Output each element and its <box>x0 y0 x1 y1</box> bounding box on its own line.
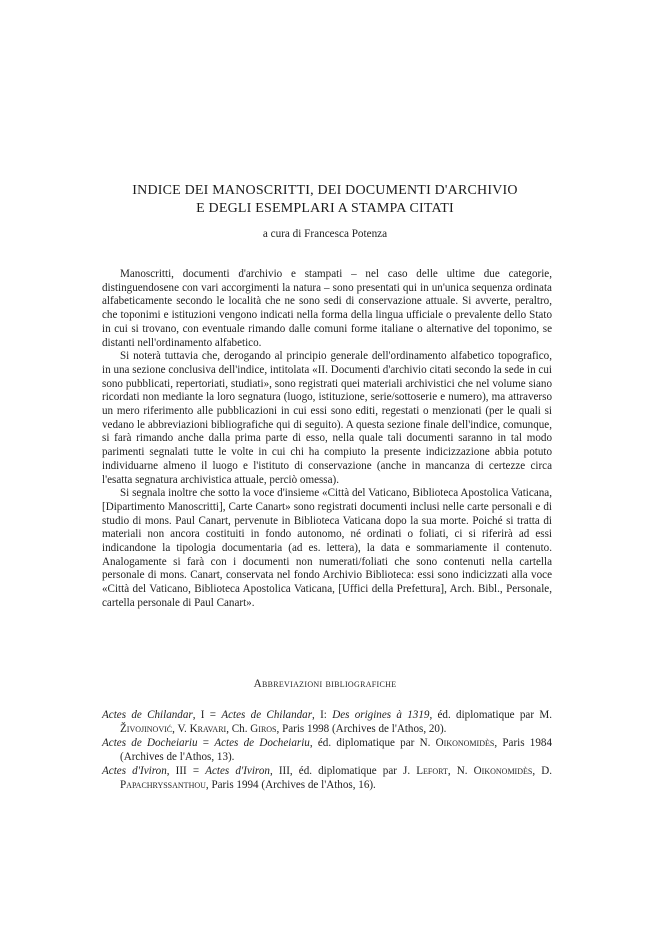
bibliography-heading: Abbreviazioni bibliografiche <box>253 678 397 690</box>
entry-text: , éd. diplomatique par M. <box>429 709 552 721</box>
entry-text: , N. <box>447 764 474 777</box>
entry-title: Actes de Docheiariu <box>214 736 310 749</box>
entry-author: Oikonomidès <box>435 736 495 749</box>
entry-author: Giros <box>250 722 277 735</box>
entry-short-title: Actes d'Iviron <box>102 764 167 777</box>
entry-short-title: Actes de Docheiariu <box>102 736 198 749</box>
entry-text: , Ch. <box>226 722 251 735</box>
entry-short-title: Actes de Chilandar <box>102 709 193 721</box>
bibliography-list <box>102 709 552 793</box>
entry-text: , III = <box>166 764 206 777</box>
bibliography-entry <box>102 737 552 764</box>
entry-text: , éd. diplomatique par N. <box>309 736 436 749</box>
entry-text: , Paris 1994 (Archives de l'Athos, 16). <box>205 778 376 791</box>
intro-paragraph-2: Si noterà tuttavia che, derogando al principio generale dell'ordinamento alfabetico topografico, in una sezione conclusiva dell'indice, intitolata «II. Documenti d'archivio citati secondo la sede in cui sono pubblicati, repertoriati, studiati», sono registrati quei materiali archivistici che nel volume siano ricordati non mediante la loro segnatura (luogo, istituzione, serie/sottoserie e numero), ma attraverso un mero riferimento alle pubblicazioni in cui essi sono editi, regestati o menzionati (per le quali si vedano le abbreviazioni bibliografiche qui di seguito). A questa sezione finale dell'indice, comunque, si farà rimando anche dalla prima parte di esso, nella quale tali documenti saranno in tal modo parimenti segnalati tutte le volte in cui chi ha compiuto la presente indicizzazione abbia potuto individuarne almeno il luogo e l'istituto di conservazione (anche in mancanza di certezze circa l'esatta segnatura archivistica attuale, perciò omessa). <box>102 350 552 486</box>
entry-author: Lefort <box>416 764 448 777</box>
entry-title: Actes d'Iviron <box>205 764 270 777</box>
index-title-line-2: E DEGLI ESEMPLARI A STAMPA CITATI <box>196 201 454 216</box>
entry-text: = <box>197 736 215 749</box>
entry-author: Oikonomidès <box>473 764 533 777</box>
entry-text: , Paris 1984 (Archives de l'Athos, 13). <box>120 736 552 763</box>
entry-text: , Paris 1998 (Archives de l'Athos, 20). <box>276 722 447 735</box>
entry-subtitle: Des origines à 1319 <box>332 709 430 721</box>
entry-text: , I: <box>312 709 333 721</box>
entry-author: Živojinović <box>120 722 173 735</box>
introduction-text <box>102 268 552 611</box>
curator-line: a cura di Francesca Potenza <box>262 228 388 240</box>
entry-text: , D. <box>532 764 553 777</box>
entry-text: , I = <box>192 709 222 721</box>
bibliography-entry <box>102 709 552 736</box>
intro-paragraph-1: Manoscritti, documenti d'archivio e stampati – nel caso delle ultime due categorie, distinguendosene con vari accorgimenti la natura – sono presentati qui in un'unica sequenza ordinata alfabeticamente secondo le località che ne sono sedi di conservazione attuale. Si avverte, peraltro, che toponimi e istituzioni vengono indicati nella forma della lingua ufficiale o prevalente dello Stato in cui si trovano, con eventuale rimando dalle comuni forme italiane o alternative del toponimo, se distanti nell'ordinamento alfabetico. <box>102 268 552 349</box>
bibliography-entry <box>102 765 552 792</box>
entry-title: Actes de Chilandar <box>221 709 313 721</box>
entry-author: Papachryssanthou <box>120 778 206 791</box>
entry-author: Kravari <box>189 722 227 735</box>
intro-paragraph-3: Si segnala inoltre che sotto la voce d'insieme «Città del Vaticano, Biblioteca Apostolica Vaticana, [Dipartimento Manoscritti], Carte Canart» sono registrati documenti inclusi nelle carte personali e di studio di mons. Paul Canart, pervenute in Biblioteca Vaticana dopo la sua morte. Poiché si tratta di materiali non ancora costituiti in fondo autonomo, né ordinati o foliati, ci si riferirà ad essi indicandone la tipologia documentaria (ad es. lettera), la data e sommariamente il contenuto. Analogamente si farà con i documenti non numerati/foliati che sono contenuti nella cartella personale di mons. Canart, conservata nel fondo Archivio Biblioteca: essi sono indicizzati alla voce «Città del Vaticano, Biblioteca Apostolica Vaticana, [Uffici della Prefettura], Arch. Bibl., Personale, cartella personale di Paul Canart». <box>102 487 552 609</box>
entry-text: , III, éd. diplomatique par J. <box>269 764 417 777</box>
index-title-line-1: INDICE DEI MANOSCRITTI, DEI DOCUMENTI D'ARCHIVIO <box>132 183 518 198</box>
entry-text: , V. <box>172 722 190 735</box>
